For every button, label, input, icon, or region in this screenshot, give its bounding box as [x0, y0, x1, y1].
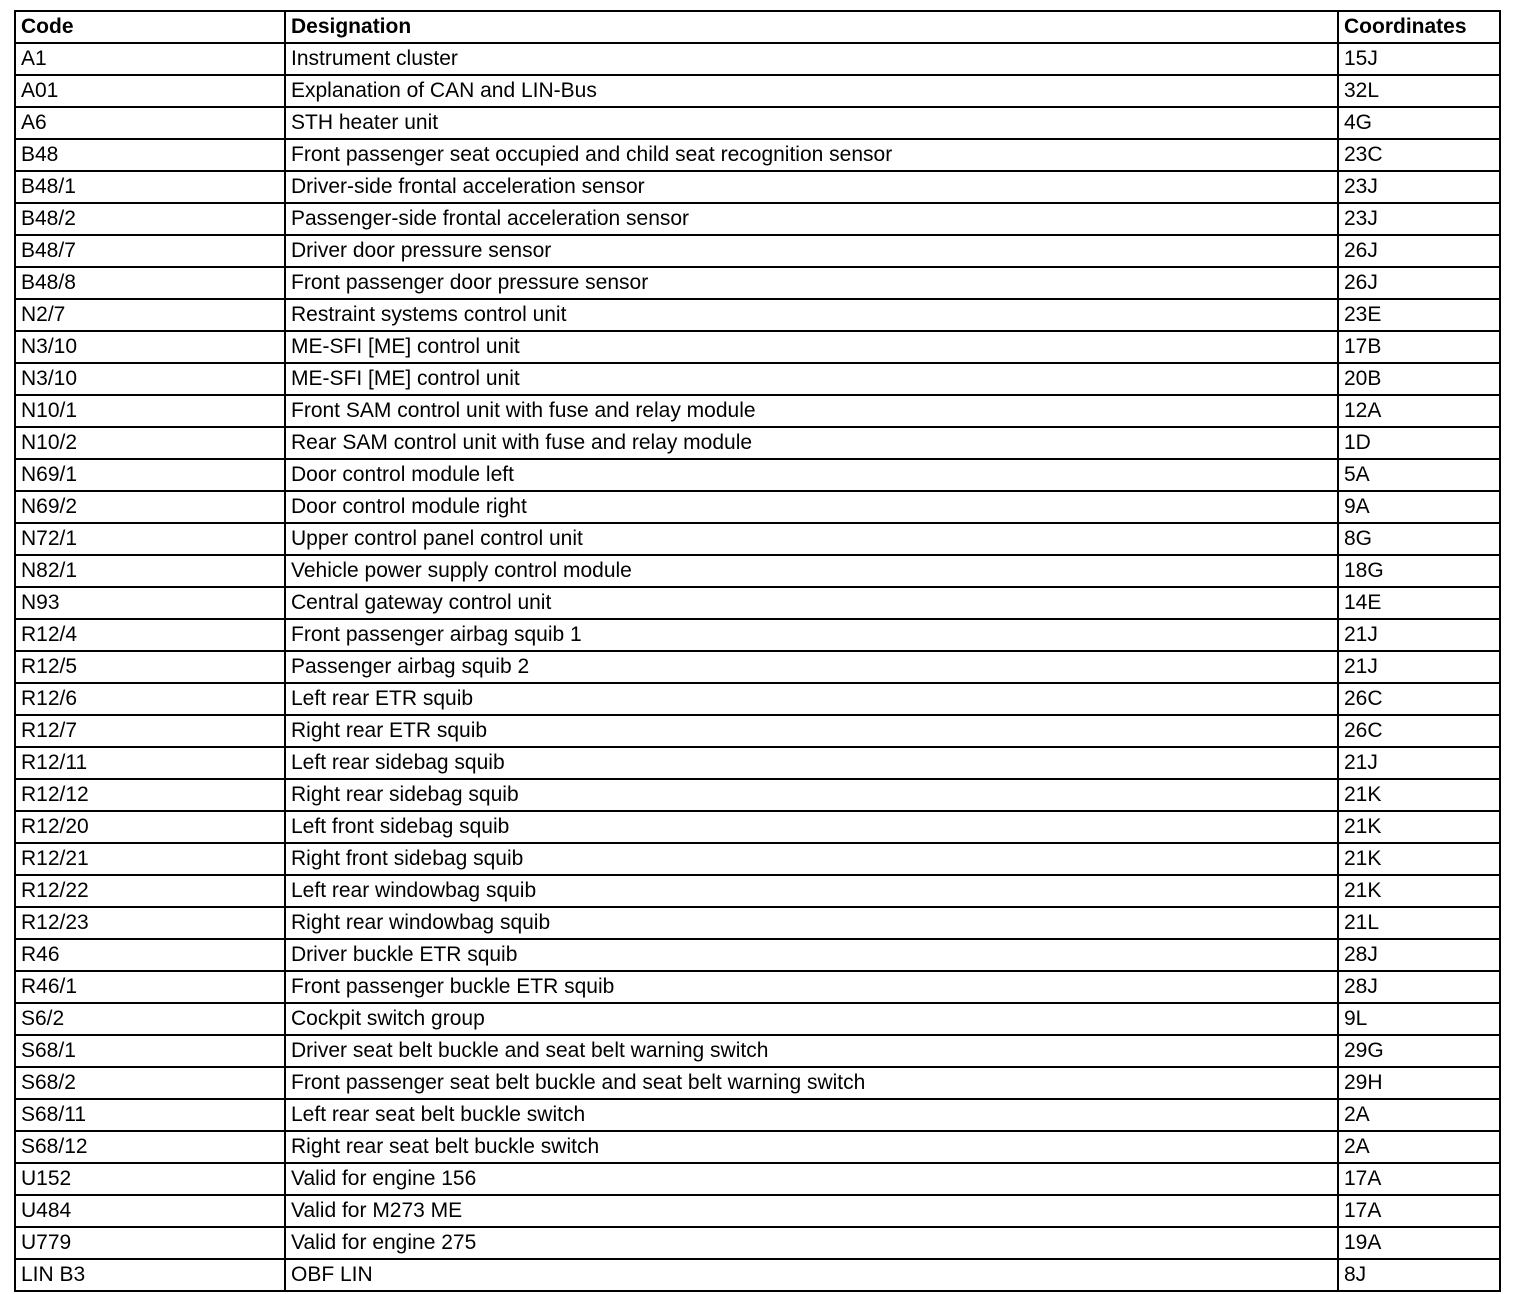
table-row — [15, 939, 1500, 971]
cell-coordinates: 21L — [1338, 907, 1500, 939]
cell-code: A01 — [15, 75, 285, 107]
cell-designation: Driver seat belt buckle and seat belt warning switch — [285, 1035, 1338, 1067]
cell-code: N10/2 — [15, 427, 285, 459]
table-row — [15, 43, 1500, 75]
table-row — [15, 107, 1500, 139]
cell-coordinates: 26C — [1338, 715, 1500, 747]
table-row — [15, 843, 1500, 875]
table-row — [15, 651, 1500, 683]
cell-code: N69/2 — [15, 491, 285, 523]
table-row — [15, 491, 1500, 523]
cell-designation: Central gateway control unit — [285, 587, 1338, 619]
cell-code: A1 — [15, 43, 285, 75]
cell-code: N72/1 — [15, 523, 285, 555]
cell-coordinates: 23J — [1338, 171, 1500, 203]
table-row — [15, 523, 1500, 555]
table-row — [15, 875, 1500, 907]
table-row — [15, 747, 1500, 779]
cell-coordinates: 18G — [1338, 555, 1500, 587]
cell-coordinates: 17A — [1338, 1195, 1500, 1227]
cell-coordinates: 2A — [1338, 1131, 1500, 1163]
cell-coordinates: 21J — [1338, 747, 1500, 779]
column-header-coordinates: Coordinates — [1338, 11, 1500, 43]
cell-designation: Valid for M273 ME — [285, 1195, 1338, 1227]
cell-code: R12/7 — [15, 715, 285, 747]
cell-coordinates: 26J — [1338, 267, 1500, 299]
cell-designation: Valid for engine 156 — [285, 1163, 1338, 1195]
cell-designation: OBF LIN — [285, 1259, 1338, 1291]
cell-designation: Instrument cluster — [285, 43, 1338, 75]
table-row — [15, 1099, 1500, 1131]
cell-coordinates: 29H — [1338, 1067, 1500, 1099]
cell-code: R12/22 — [15, 875, 285, 907]
cell-code: R12/21 — [15, 843, 285, 875]
cell-designation: Front passenger airbag squib 1 — [285, 619, 1338, 651]
cell-code: R12/12 — [15, 779, 285, 811]
cell-coordinates: 28J — [1338, 971, 1500, 1003]
cell-designation: ME-SFI [ME] control unit — [285, 331, 1338, 363]
cell-code: R12/23 — [15, 907, 285, 939]
table-row — [15, 75, 1500, 107]
cell-coordinates: 17B — [1338, 331, 1500, 363]
table-row — [15, 1195, 1500, 1227]
cell-coordinates: 4G — [1338, 107, 1500, 139]
table-row — [15, 203, 1500, 235]
cell-coordinates: 9L — [1338, 1003, 1500, 1035]
cell-code: B48/2 — [15, 203, 285, 235]
cell-code: S68/12 — [15, 1131, 285, 1163]
table-row — [15, 971, 1500, 1003]
table-row — [15, 683, 1500, 715]
cell-coordinates: 32L — [1338, 75, 1500, 107]
cell-coordinates: 14E — [1338, 587, 1500, 619]
cell-coordinates: 28J — [1338, 939, 1500, 971]
cell-coordinates: 21J — [1338, 619, 1500, 651]
cell-designation: Door control module right — [285, 491, 1338, 523]
cell-code: S68/11 — [15, 1099, 285, 1131]
cell-designation: Door control module left — [285, 459, 1338, 491]
table-row — [15, 779, 1500, 811]
cell-designation: Upper control panel control unit — [285, 523, 1338, 555]
table-row — [15, 811, 1500, 843]
cell-designation: Front passenger seat occupied and child seat recognition sensor — [285, 139, 1338, 171]
cell-code: R12/4 — [15, 619, 285, 651]
table-row — [15, 427, 1500, 459]
cell-designation: Driver buckle ETR squib — [285, 939, 1338, 971]
cell-designation: Left rear windowbag squib — [285, 875, 1338, 907]
cell-coordinates: 29G — [1338, 1035, 1500, 1067]
cell-code: R12/5 — [15, 651, 285, 683]
cell-code: A6 — [15, 107, 285, 139]
table-row — [15, 1259, 1500, 1291]
cell-coordinates: 5A — [1338, 459, 1500, 491]
cell-designation: Front passenger buckle ETR squib — [285, 971, 1338, 1003]
component-legend-sheet — [14, 10, 1499, 1292]
cell-code: B48/7 — [15, 235, 285, 267]
cell-code: N93 — [15, 587, 285, 619]
cell-coordinates: 17A — [1338, 1163, 1500, 1195]
cell-code: R12/20 — [15, 811, 285, 843]
cell-coordinates: 8J — [1338, 1259, 1500, 1291]
table-row — [15, 459, 1500, 491]
cell-coordinates: 26C — [1338, 683, 1500, 715]
cell-code: B48 — [15, 139, 285, 171]
table-row — [15, 331, 1500, 363]
cell-coordinates: 12A — [1338, 395, 1500, 427]
table-row — [15, 235, 1500, 267]
table-row — [15, 1003, 1500, 1035]
table-row — [15, 1163, 1500, 1195]
table-row — [15, 299, 1500, 331]
table-row — [15, 619, 1500, 651]
cell-code: U779 — [15, 1227, 285, 1259]
cell-coordinates: 2A — [1338, 1099, 1500, 1131]
cell-designation: Rear SAM control unit with fuse and relay module — [285, 427, 1338, 459]
cell-code: N2/7 — [15, 299, 285, 331]
cell-coordinates: 15J — [1338, 43, 1500, 75]
cell-coordinates: 23E — [1338, 299, 1500, 331]
table-row — [15, 1227, 1500, 1259]
cell-designation: STH heater unit — [285, 107, 1338, 139]
table-row — [15, 395, 1500, 427]
cell-coordinates: 21K — [1338, 875, 1500, 907]
column-header-designation: Designation — [285, 11, 1338, 43]
cell-designation: Restraint systems control unit — [285, 299, 1338, 331]
cell-designation: Explanation of CAN and LIN-Bus — [285, 75, 1338, 107]
cell-designation: Valid for engine 275 — [285, 1227, 1338, 1259]
cell-coordinates: 21K — [1338, 843, 1500, 875]
cell-code: N69/1 — [15, 459, 285, 491]
table-row — [15, 907, 1500, 939]
cell-designation: Front passenger seat belt buckle and seat belt warning switch — [285, 1067, 1338, 1099]
table-row — [15, 1035, 1500, 1067]
cell-code: S68/1 — [15, 1035, 285, 1067]
header-row — [15, 11, 1500, 43]
cell-coordinates: 19A — [1338, 1227, 1500, 1259]
cell-coordinates: 23J — [1338, 203, 1500, 235]
cell-designation: Passenger-side frontal acceleration sensor — [285, 203, 1338, 235]
cell-designation: Driver-side frontal acceleration sensor — [285, 171, 1338, 203]
cell-designation: Passenger airbag squib 2 — [285, 651, 1338, 683]
cell-code: N10/1 — [15, 395, 285, 427]
cell-designation: Left rear ETR squib — [285, 683, 1338, 715]
cell-code: R12/6 — [15, 683, 285, 715]
cell-designation: Left rear seat belt buckle switch — [285, 1099, 1338, 1131]
table-body — [15, 43, 1500, 1291]
cell-designation: Driver door pressure sensor — [285, 235, 1338, 267]
table-row — [15, 587, 1500, 619]
table-row — [15, 171, 1500, 203]
table-row — [15, 363, 1500, 395]
cell-coordinates: 9A — [1338, 491, 1500, 523]
cell-coordinates: 8G — [1338, 523, 1500, 555]
cell-code: N3/10 — [15, 331, 285, 363]
cell-coordinates: 1D — [1338, 427, 1500, 459]
cell-designation: Right rear sidebag squib — [285, 779, 1338, 811]
cell-code: R46 — [15, 939, 285, 971]
table-row — [15, 1131, 1500, 1163]
cell-designation: Left front sidebag squib — [285, 811, 1338, 843]
cell-code: S68/2 — [15, 1067, 285, 1099]
cell-code: R46/1 — [15, 971, 285, 1003]
column-header-code: Code — [15, 11, 285, 43]
cell-code: B48/8 — [15, 267, 285, 299]
table-row — [15, 267, 1500, 299]
cell-code: R12/11 — [15, 747, 285, 779]
cell-code: S6/2 — [15, 1003, 285, 1035]
cell-designation: Front SAM control unit with fuse and relay module — [285, 395, 1338, 427]
cell-code: N82/1 — [15, 555, 285, 587]
cell-coordinates: 20B — [1338, 363, 1500, 395]
cell-code: U484 — [15, 1195, 285, 1227]
cell-designation: Right rear windowbag squib — [285, 907, 1338, 939]
component-legend-table — [14, 10, 1501, 1292]
cell-designation: Front passenger door pressure sensor — [285, 267, 1338, 299]
cell-coordinates: 23C — [1338, 139, 1500, 171]
cell-code: LIN B3 — [15, 1259, 285, 1291]
cell-coordinates: 21J — [1338, 651, 1500, 683]
cell-code: N3/10 — [15, 363, 285, 395]
cell-designation: Left rear sidebag squib — [285, 747, 1338, 779]
table-row — [15, 715, 1500, 747]
cell-designation: Vehicle power supply control module — [285, 555, 1338, 587]
cell-coordinates: 21K — [1338, 811, 1500, 843]
table-row — [15, 1067, 1500, 1099]
table-row — [15, 139, 1500, 171]
cell-designation: Right front sidebag squib — [285, 843, 1338, 875]
cell-designation: Right rear ETR squib — [285, 715, 1338, 747]
table-row — [15, 555, 1500, 587]
cell-coordinates: 26J — [1338, 235, 1500, 267]
cell-designation: ME-SFI [ME] control unit — [285, 363, 1338, 395]
cell-code: U152 — [15, 1163, 285, 1195]
cell-code: B48/1 — [15, 171, 285, 203]
cell-designation: Cockpit switch group — [285, 1003, 1338, 1035]
cell-coordinates: 21K — [1338, 779, 1500, 811]
cell-designation: Right rear seat belt buckle switch — [285, 1131, 1338, 1163]
